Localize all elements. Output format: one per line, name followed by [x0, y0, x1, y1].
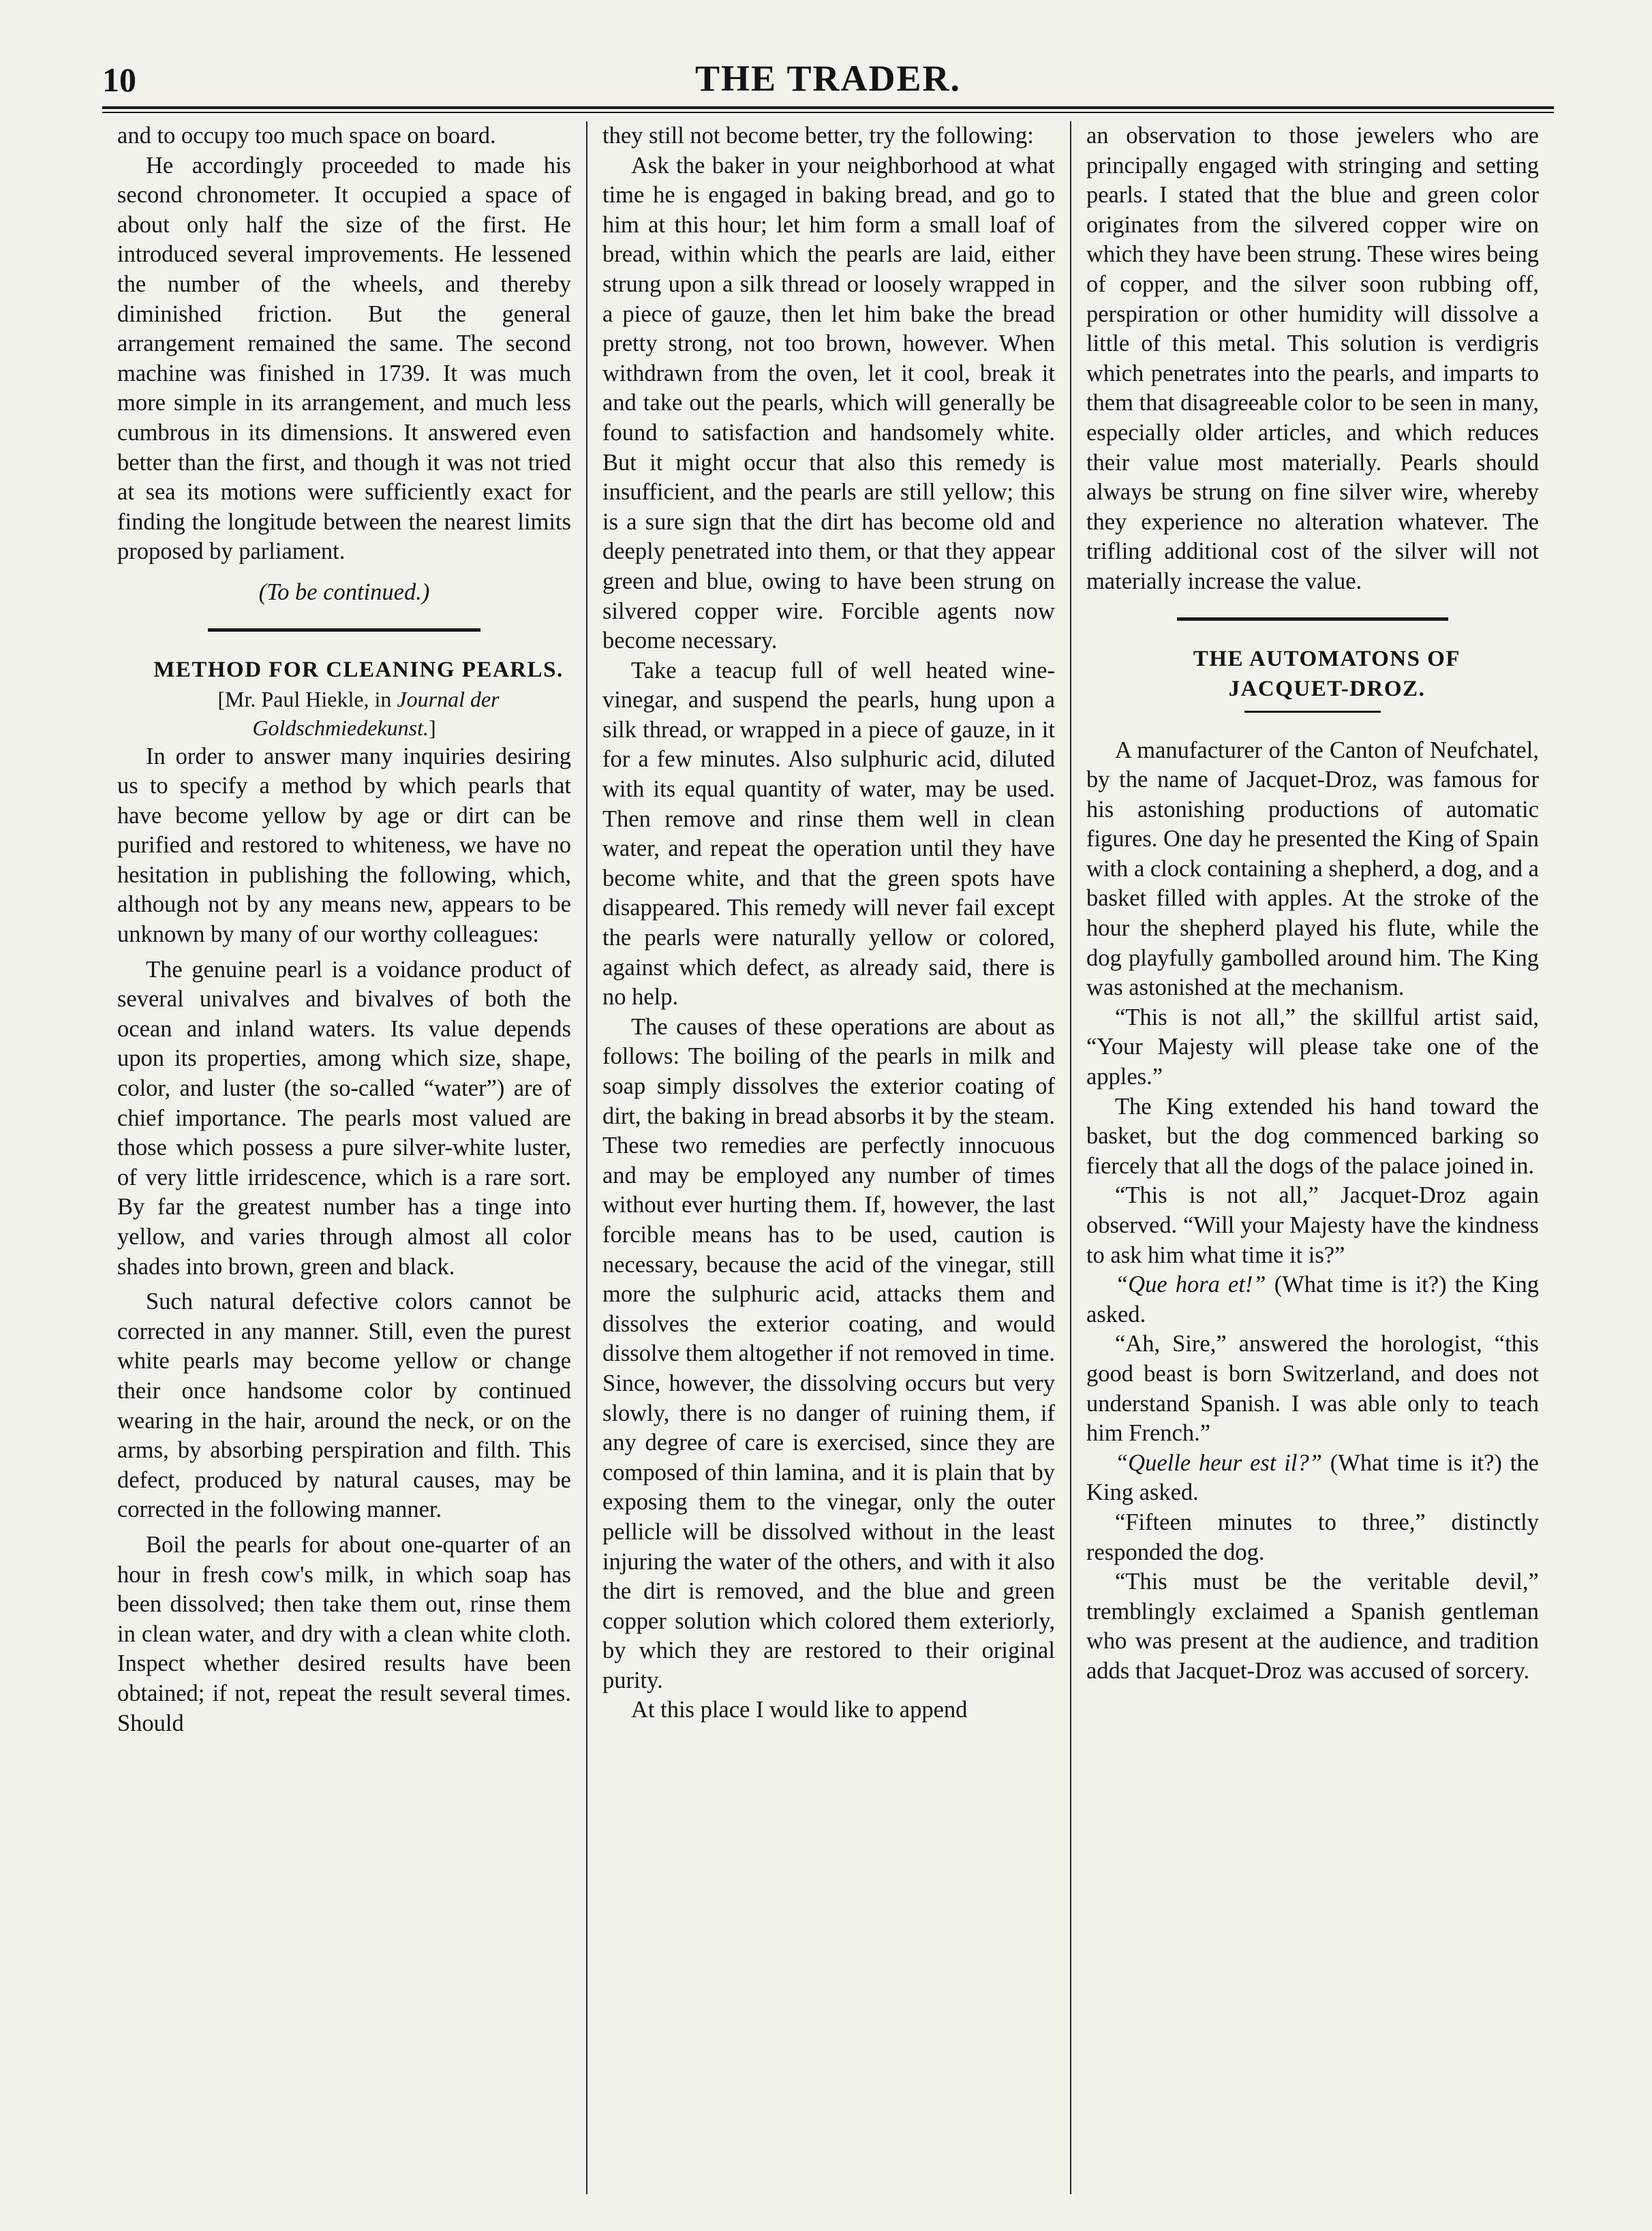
paragraph: “Fifteen minutes to three,” distinctly responded the dog.: [1086, 1509, 1539, 1565]
heading-underline: [1244, 711, 1380, 713]
paragraph: The causes of these operations are about as follows: The boiling of the pearls in milk and soap simply dissolves the exterior coating of dirt, the baking in bread absorbs it by the steam. These two remedies are perfectly innocuous and may be employed any number of times without ever hurting them. If, however, the last forcible means has to be used, caution is necessary, because the acid of the vinegar, still more the sulphuric acid, attacks them and dissolves the exterior coating, and would dissolve them altogether if not removed in time. Since, however, the dissolving occurs but very slowly, there is no danger of ruining them, if any degree of care is exercised, since they are composed of thin lamina, and it is plain that by exposing them to the vinegar, only the outer pellicle will be dissolved without in the least injuring the water of the others, and with it also the dirt is removed, and the blue and green copper solution which colored them exteriorly, by which they are restored to their original purity.: [602, 1013, 1055, 1693]
paragraph: At this place I would like to append: [630, 1697, 968, 1723]
section-divider: [208, 628, 480, 632]
column-3: [1070, 121, 1554, 2194]
article-heading-automatons-line2: JACQUET-DROZ.: [1228, 676, 1426, 701]
paragraph: they still not become better, try the following:: [602, 123, 1034, 149]
paragraph: He accordingly proceeded to made his second chronometer. It occupied a space of about only half the size of the first. He introduced several improvements. He lessened the number of the wheels, and thereby diminished friction. But the general arrangement remained the same. The second machine was finished in 1739. It was much more simple in its arrangement, and much less cumbrous in its dimensions. It answered even better than the first, and though it was not tried at sea its motions were sufficiently exact for finding the longitude between the nearest limits proposed by parliament.: [117, 152, 571, 565]
paragraph: A manufacturer of the Canton of Neufchatel, by the name of Jacquet-Droz, was famous for his astonishing productions of automatic figures. One day he presented the King of Spain with a clock containing a shepherd, a dog, and a basket filled with apples. At the stroke of the hour the shepherd played his flute, while the dog playfully gambolled around him. The King was astonished at the mechanism.: [1086, 737, 1539, 1001]
paragraph: an observation to those jewelers who are principally engaged with stringing and setting pearls. I stated that the blue and green color originates from the silvered copper wire on which they have been strung. These wires being of copper, and the silver soon rubbing off, perspiration or other humidity will dissolve a little of this metal. This solution is verdigris which penetrates into the pearls, and imparts to them that disagreeable color to be seen in many, especially older articles, and which reduces their value most materially. Pearls should always be strung on fine silver wire, whereby they experience no alteration whatever. The trifling additional cost of the silver will not materially increase the value.: [1086, 123, 1539, 594]
source-suffix: ]: [428, 715, 436, 740]
paragraph: “This is not all,” Jacquet-Droz again observed. “Will your Majesty have the kindness to ask him what time it is?”: [1086, 1182, 1539, 1268]
article-source: [117, 685, 571, 742]
spanish-quote: “Que hora et!”: [1114, 1272, 1266, 1298]
paragraph: “This is not all,” the skillful artist said, “Your Majesty will please take one of the apples.”: [1086, 1004, 1539, 1090]
french-quote: “Quelle heur est il?”: [1114, 1449, 1322, 1476]
paragraph: Take a teacup full of well heated wine-vinegar, and suspend the pearls, hung upon a silk thread, or wrapped in a piece of gauze, in it for a few minutes. Also sulphuric acid, diluted with its equal quantity of water, may be used. Then remove and rinse them well in clean water, and repeat the operation until they have become white, and that the green spots have disappeared. This remedy will never fail except the pearls were naturally yellow or colored, against which defect, as already said, there is no help.: [602, 657, 1055, 1011]
paragraph: Such natural defective colors cannot be corrected in any manner. Still, even the purest white pearls may become yellow or change their once handsome color by continued wearing in the hair, around the neck, or on the arms, by absorbing perspiration and filth. This defect, produced by natural causes, may be corrected in the following manner.: [117, 1289, 571, 1523]
column-2: [586, 121, 1070, 2194]
paragraph: Ask the baker in your neighborhood at what time he is engaged in baking bread, and go to him at this hour; let him form a small loaf of bread, within which the pearls are laid, either strung upon a silk thread or loosely wrapped in a piece of gauze, then let him bake the bread pretty strong, not too brown, however. When withdrawn from the oven, let it cool, break it and take out the pearls, which will generally be found to satisfaction and handsomely white. But it might occur that also this remedy is insufficient, and the pearls are still yellow; this is a sure sign that the dirt has become old and deeply penetrated into them, or that they appear green and blue, owing to have been strung on silvered copper wire. Forcible agents now become necessary.: [602, 152, 1055, 654]
paragraph: and to occupy too much space on board.: [117, 123, 496, 149]
paragraph: [1086, 1449, 1539, 1508]
paragraph: The genuine pearl is a voidance product of several univalves and bivalves of both the ocean and inland waters. Its value depends upon its properties, among which size, shape, color, and luster (the so-called “water”) are of chief importance. The pearls most valued are those which possess a pure silver-white luster, of very little irridescence, which is a rare sort. By far the greatest number has a tinge into yellow, and varies through almost all color shades into brown, green and black.: [117, 956, 571, 1280]
page-number: 10: [102, 61, 136, 99]
header-rule-thin: [102, 112, 1554, 113]
quote-remainder: (What time is it?) the King asked.: [1086, 1449, 1539, 1506]
to-be-continued: (To be continued.): [258, 579, 430, 605]
article-columns: [102, 121, 1554, 2194]
newspaper-page: [102, 48, 1554, 2194]
paragraph: “Ah, Sire,” answered the horologist, “this good beast is born Switzerland, and does not understand Spanish. I was able only to teach him French.”: [1086, 1331, 1539, 1447]
paragraph: Boil the pearls for about one-quarter of an hour in fresh cow's milk, in which soap has been dissolved; then take them out, rinse them in clean water, and dry with a clean white cloth. Inspect whether desired results have been obtained; if not, repeat the result several times. Should: [117, 1531, 571, 1736]
header-rule-thick: [102, 106, 1554, 109]
journal-title: THE TRADER.: [694, 58, 962, 99]
source-journal: Journal der Goldschmiedekunst.: [252, 686, 500, 740]
source-prefix: [Mr. Paul Hiekle, in: [217, 686, 397, 711]
article-heading-pearls: METHOD FOR CLEANING PEARLS.: [153, 657, 564, 682]
article-heading-automatons-line1: THE AUTOMATONS OF: [1193, 646, 1461, 671]
quote-remainder: (What time is it?) the King asked.: [1086, 1272, 1539, 1327]
page-header: [102, 48, 1554, 102]
paragraph: The King extended his hand toward the basket, but the dog commenced barking so fiercely that all the dogs of the palace joined in.: [1086, 1093, 1539, 1179]
section-divider: [1177, 617, 1448, 621]
paragraph: “This must be the veritable devil,” tremblingly exclaimed a Spanish gentleman who was present at the audience, and tradition adds that Jacquet-Droz was accused of sorcery.: [1086, 1569, 1539, 1684]
column-1: [102, 121, 586, 2194]
paragraph: In order to answer many inquiries desiring us to specify a method by which pearls that have become yellow by age or dirt can be purified and restored to whiteness, we have no hesitation in publishing the following, which, although not by any means new, appears to be unknown by many of our worthy colleagues:: [117, 743, 571, 948]
paragraph: [1086, 1270, 1539, 1329]
